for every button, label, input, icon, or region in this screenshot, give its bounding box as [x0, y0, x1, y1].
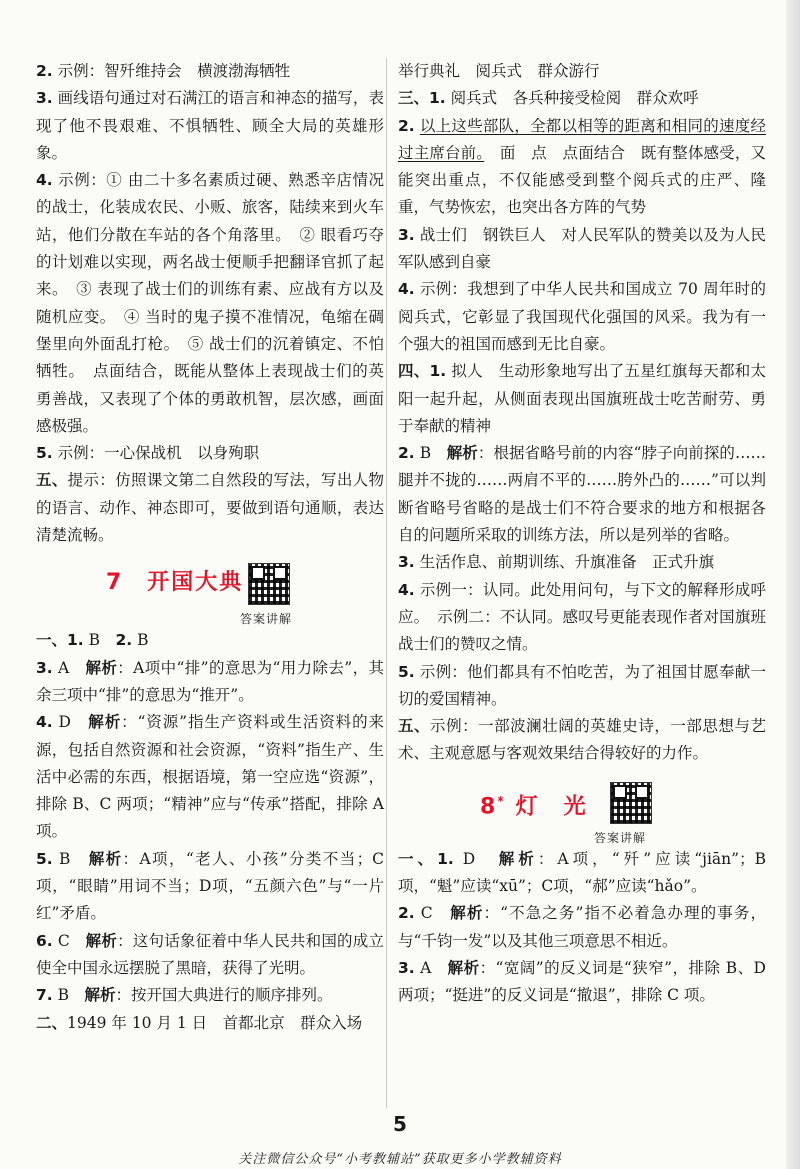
answer-item: 2. 示例：智歼维持会 横渡渤海牺牲 [36, 62, 291, 80]
answer-item: 五、示例：一部波澜壮阔的英雄史诗，一部思想与艺术、主观意愿与客观效果结合得较好的力作。 [398, 717, 766, 763]
answer-item: 四、1. 拟人 生动形象地写出了五星红旗每天都和太阳一起升起，从侧面表现出国旗班战士吃苦耐劳、勇于奉献的精神 [398, 362, 766, 435]
page-number: 5 [393, 1112, 407, 1136]
qr-caption: 答案讲解 [240, 612, 293, 627]
answer-item: 一、1. B 2. B [36, 631, 149, 650]
answer-item: 3. 生活作息、前期训练、升旗准备 正式升旗 [398, 553, 715, 572]
answer-item: 4. D 解析：“资源”指生产资料或生活资料的来源，包括自然资源和社会资源，“资料”指生产、生活中必需的东西，根据语境，第一空应选“资源”，排除 B、C 两项；“精神”应与“传承”搭配，排除 A 项。 [36, 713, 384, 841]
answer-item: 3. 战士们 钢铁巨人 对人民军队的赞美以及为人民军队感到自豪 [398, 225, 766, 272]
lesson-title: 8* 灯 光 [480, 793, 588, 820]
answer-item: 3. A 解析：“宽阔”的反义词是“狭窄”，排除 B、D 两项；“挺进”的反义词是“撤退”，排除 C 项。 [398, 958, 766, 1005]
left-column [36, 58, 384, 1037]
answer-item: 5. 示例：一心保战机 以身殉职 [36, 444, 260, 463]
answer-item: 3. 画线语句通过对石满江的语言和神态的描写，表现了他不畏艰难、不惧牺牲、顾全大局的英雄形象。 [36, 89, 384, 162]
answer-item: 7. B 解析：按开国大典进行的顺序排列。 [36, 986, 333, 1005]
lesson-title: 7 开国大典 [106, 570, 244, 596]
qr-code-icon[interactable] [610, 782, 652, 824]
answer-item: 3. A 解析：A项中“排”的意思为“用力除去”，其余三项中“排”的意思为“推开”。 [36, 658, 384, 704]
lesson-8-header [398, 778, 766, 845]
answer-item: 5. 示例：他们都具有不怕吃苦，为了祖国甘愿奉献一切的爱国精神。 [398, 662, 766, 708]
footer-note: 关注微信公众号“小考教辅站”获取更多小学教辅资料 [238, 1152, 562, 1167]
answer-item: 举行典礼 阅兵式 群众游行 [398, 62, 600, 80]
right-column [398, 58, 766, 1010]
answer-item: 4. 示例一：认同。此处用问句，与下文的解释形成呼应。 示例二：不认同。感叹号更能表现作者对国旗班战士们的赞叹之情。 [398, 580, 766, 654]
qr-code-icon[interactable] [248, 563, 290, 605]
answer-item: 2. B 解析：根据省略号前的内容“脖子向前探的……腿并不拢的……两肩不平的……胯外凸的……”可以判断省略号省略的是战士们不符合要求的地方和根据各自的问题所采取的训练方法，所以是列举的省略。 [398, 444, 766, 545]
answer-item: 5. B 解析：A项，“老人、小孩”分类不当；C项，“眼睛”用词不当；D项，“五颜六色”与“一片红”矛盾。 [36, 849, 384, 923]
lesson-7-header [36, 559, 384, 627]
answer-item: 2. C 解析：“不急之务”指不必着急办理的事务，与“千钧一发”以及其他三项意思不相近。 [398, 904, 766, 950]
answer-item: 五、提示：仿照课文第二自然段的写法，写出人物的语言、动作、神态即可，要做到语句通顺，表达清楚流畅。 [36, 471, 384, 545]
answer-item: 6. C 解析：这句话象征着中华人民共和国的成立使全中国永远摆脱了黑暗，获得了光明。 [36, 931, 384, 977]
qr-caption: 答案讲解 [594, 830, 647, 845]
page-edge [786, 0, 800, 1169]
answer-item: 一、1. D 解析：A项，“歼”应读“jiān”；B项，“魁”应读“xū”；C项，“郝”应读“hǎo”。 [398, 849, 766, 896]
answer-item: 4. 示例：我想到了中华人民共和国成立 70 周年时的阅兵式，它彰显了我国现代化强国的风采。我为有一个强大的祖国而感到无比自豪。 [398, 280, 766, 353]
answer-item: 4. 示例：① 由二十多名素质过硬、熟悉辛店情况的战士，化装成农民、小贩、旅客，陆续来到火车站，他们分散在车站的各个角落里。 ② 眼看巧夺的计划难以实现，两名战士便顺手把翻译官抓了起来。 ③ 表现了战士们的训练有素、应战有方以及随机应变。 ④ 当时的鬼子摸不准情况，龟缩在碉堡里向外面乱打枪。 ⑤ 战士们的沉着镇定、不怕牺牲。 点面结合，既能从整体上表现战士们的英勇善战，又表现了个体的勇敢机智，层次感，画面感极强。 [36, 171, 384, 435]
answer-item: 2. 以上这些部队，全都以相等的距离和相同的速度经过主席台前。 面 点 点面结合 既有整体感受，又能突出重点，不仅能感受到整个阅兵式的庄严、隆重，气势恢宏，也突出各方阵的气势 [398, 116, 766, 217]
answer-item: 三、1. 阅兵式 各兵种接受检阅 群众欢呼 [398, 89, 699, 108]
column-divider [386, 58, 387, 1108]
answer-item: 二、1949 年 10 月 1 日 首都北京 群众入场 [36, 1013, 363, 1032]
